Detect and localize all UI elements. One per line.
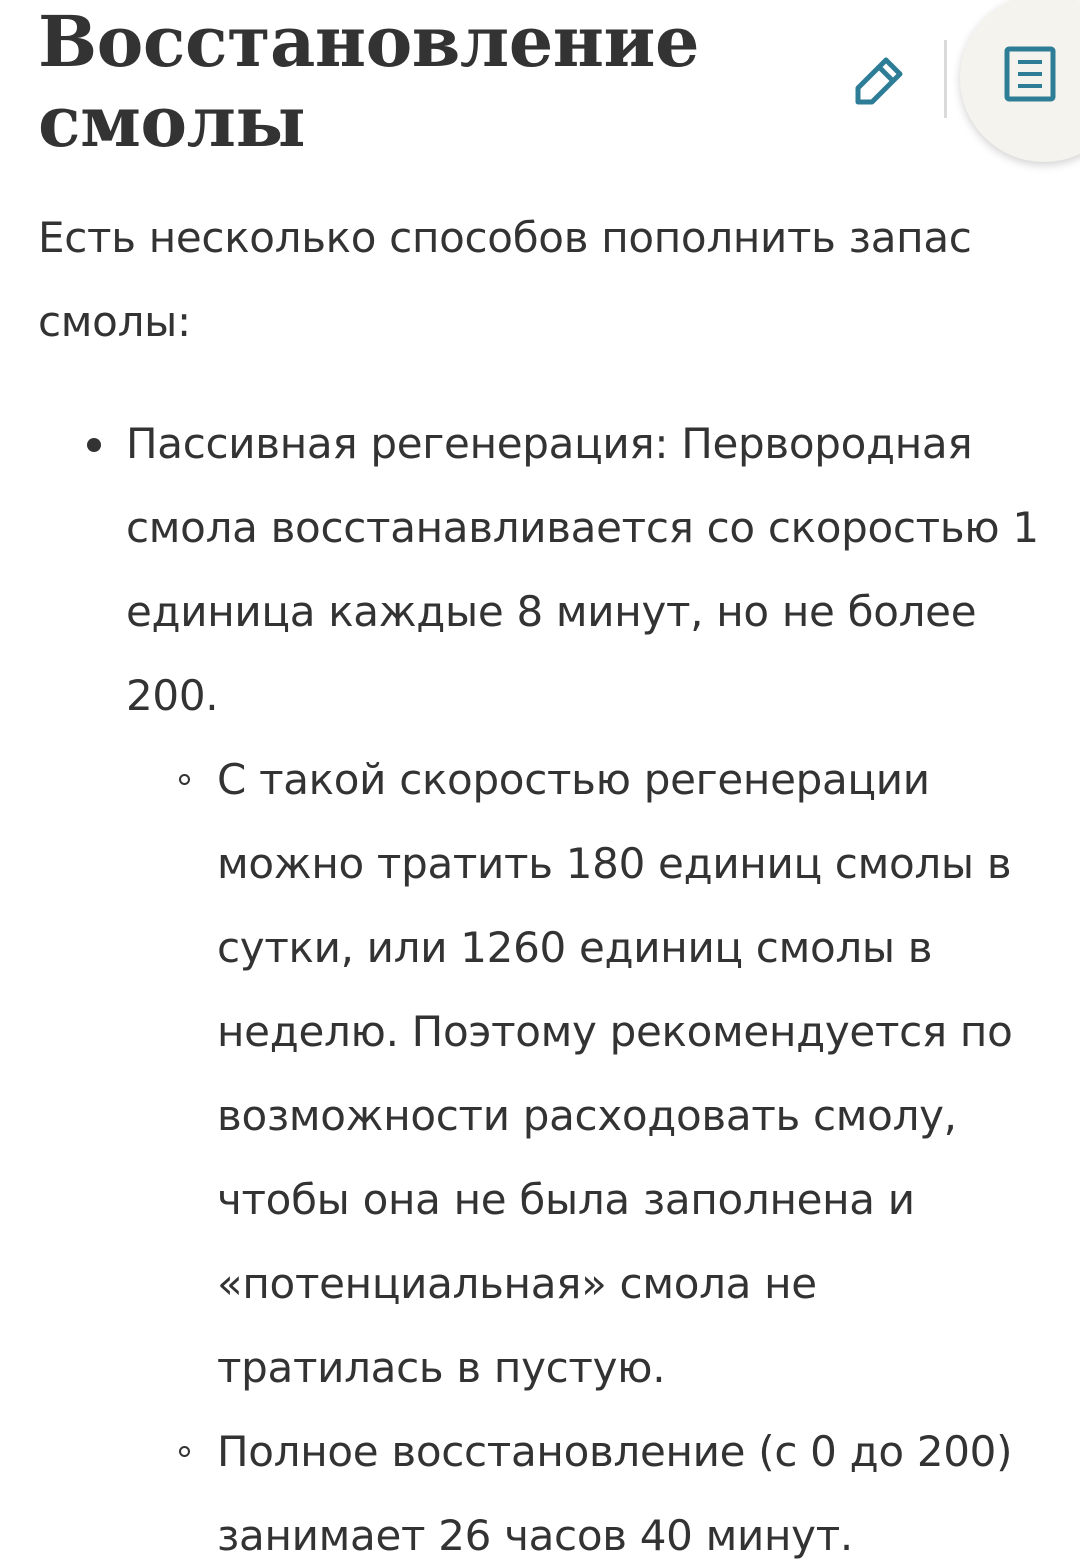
methods-list: [126, 402, 1056, 1563]
pencil-icon: [848, 50, 908, 110]
list-item: [126, 402, 1056, 1563]
sub-list-item: [217, 738, 1056, 1410]
sub-list-item-text: С такой скоростью регенерации можно тратить 180 единиц смолы в сутки, или 1260 единиц смолы в неделю. Поэтому рекомендуется по возможности расходовать смолу, чтобы она не была заполнена и «потенциальная» смола не тратилась в пустую.: [217, 755, 1013, 1392]
intro-paragraph: Есть несколько способов пополнить запас смолы:: [38, 213, 972, 346]
table-of-contents-button[interactable]: [960, 0, 1080, 162]
header-divider: [944, 40, 947, 118]
bullet-circle-icon: [179, 774, 190, 785]
section-title: Восстановление смолы: [38, 0, 699, 163]
sub-list-item: [217, 1410, 1056, 1563]
bullet-disc-icon: [87, 438, 101, 452]
sub-list-item-text: Полное восстановление (с 0 до 200) занимает 26 часов 40 минут.: [217, 1427, 1013, 1560]
list-item-text: Пассивная регенерация: Первородная смола восстанавливается со скоростью 1 единица каждые 8 минут, но не более 200.: [126, 419, 1039, 720]
sub-list: [126, 738, 1056, 1563]
bullet-circle-icon: [179, 1446, 190, 1457]
edit-button[interactable]: [846, 50, 910, 110]
list-document-icon: [1004, 46, 1056, 102]
